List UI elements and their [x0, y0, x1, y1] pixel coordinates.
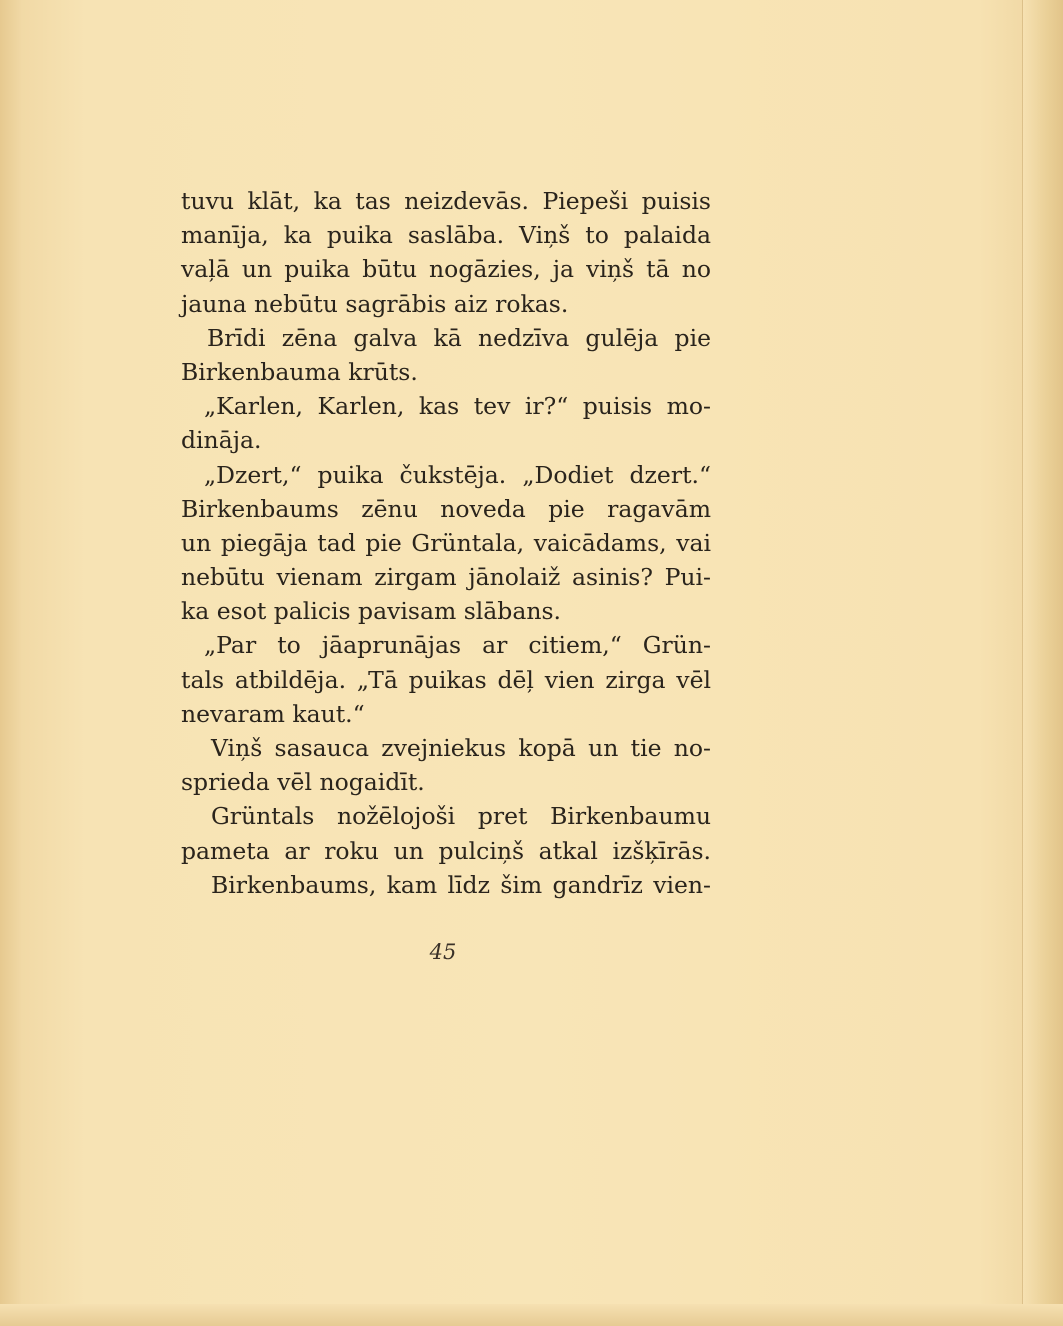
text-line: manīja, ka puika saslāba. Viņš to palaida: [181, 221, 711, 250]
text-line: ka esot palicis pavisam slābans.: [181, 597, 562, 626]
text-line: Birkenbaums zēnu noveda pie ragavām: [181, 494, 711, 523]
body-text: [181, 184, 711, 902]
text-line: un piegāja tad pie Grüntala, vaicādams, vai: [181, 528, 711, 557]
text-line: pameta ar roku un pulciņš atkal izšķīrās.: [181, 836, 711, 865]
text-line: dināja.: [181, 426, 262, 455]
text-line: Birkenbauma krūts.: [181, 357, 418, 386]
text-line: sprieda vēl nogaidīt.: [181, 768, 425, 797]
text-line: jauna nebūtu sagrābis aiz rokas.: [181, 289, 569, 318]
text-line: nevaram kaut.“: [181, 699, 365, 728]
page-left-edge: [0, 0, 22, 1326]
text-line: Grüntals nožēlojoši pret Birkenbaumu: [211, 802, 711, 831]
text-line: „Dzert,“ puika čukstēja. „Dodiet dzert.“: [204, 460, 711, 489]
text-line: vaļā un puika būtu nogāzies, ja viņš tā no: [181, 255, 711, 284]
page-bottom-edge: [0, 1304, 1063, 1326]
text-line: Brīdi zēna galva kā nedzīva gulēja pie: [207, 323, 711, 352]
text-line: tuvu klāt, ka tas neizdevās. Piepeši puisis: [181, 187, 711, 215]
text-line: Birkenbaums, kam līdz šim gandrīz vien-: [211, 870, 711, 899]
text-line: „Par to jāaprunājas ar citiem,“ Grün-: [204, 631, 711, 660]
text-line: tals atbildēja. „Tā puikas dēļ vien zirga vēl: [181, 665, 711, 694]
page-right-edge: [1022, 0, 1063, 1326]
text-line: nebūtu vienam zirgam jānolaiž asinis? Pui-: [181, 563, 711, 592]
page-number: 45: [429, 940, 457, 964]
text-line: „Karlen, Karlen, kas tev ir?“ puisis mo-: [204, 392, 711, 421]
text-line: Viņš sasauca zvejniekus kopā un tie no-: [211, 734, 711, 762]
